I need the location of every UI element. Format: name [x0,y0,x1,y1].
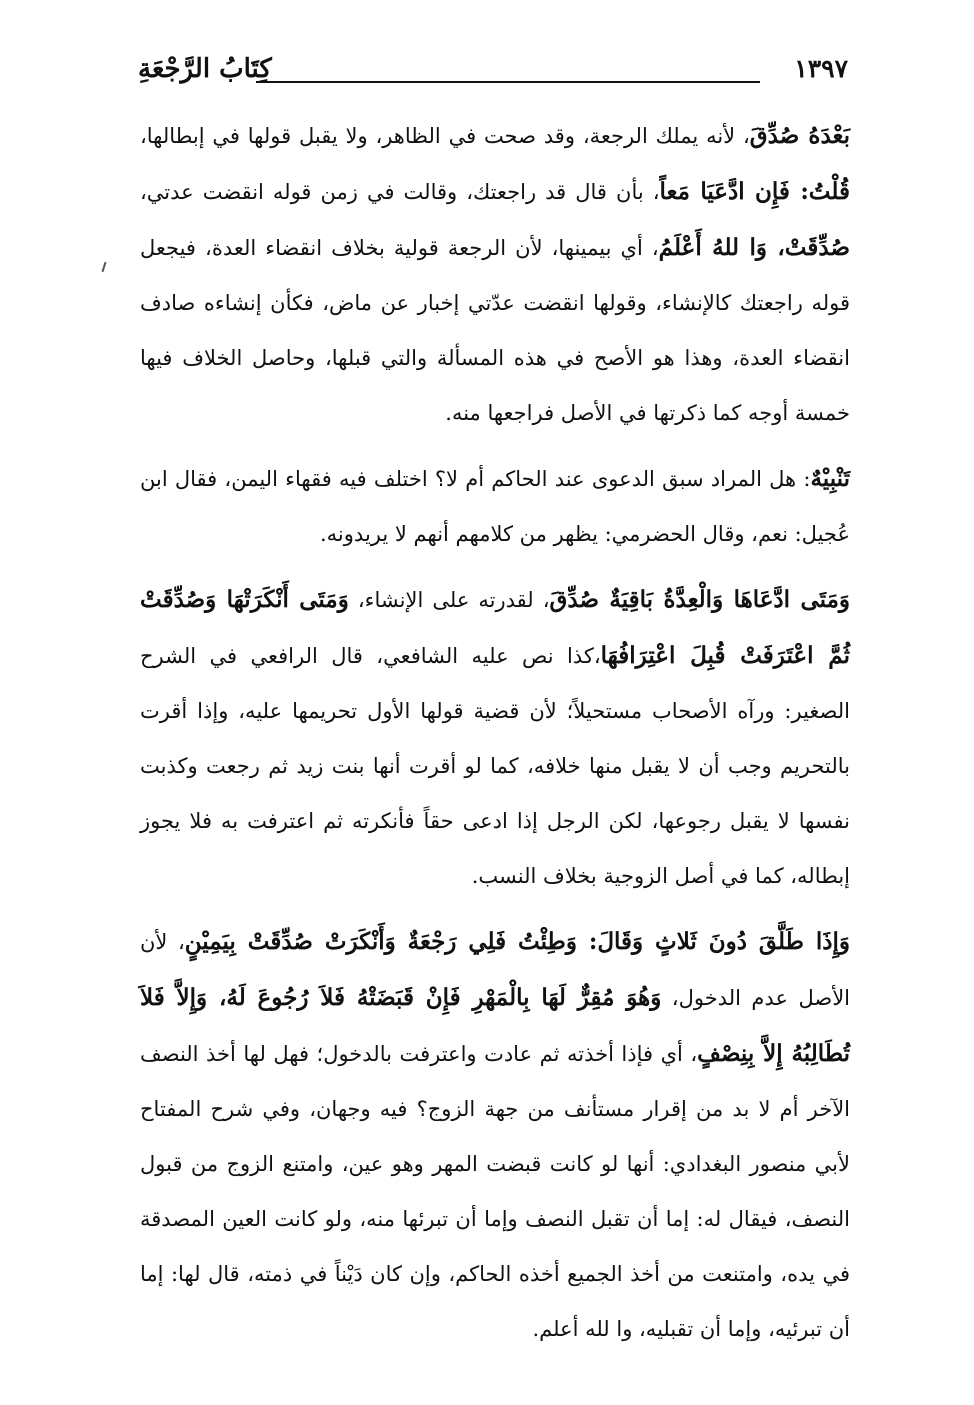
matn-text: بَعْدَهُ صُدِّقَ [749,122,851,149]
matn-text: قُلْتُ: فَإِن ادَّعَيَا مَعاً [659,178,850,205]
sharh-text: ، لقدرته على الإنشاء، [348,588,550,612]
sharh-text: ، بأن قال قد راجعتك، وقالت في زمن قوله انقضت عدتي، [140,180,660,204]
running-header [138,52,848,94]
sharh-text: ، لأن الأصل عدم الدخول، [140,930,851,1010]
page-body [140,108,850,1357]
matn-text: وَمَتَى ادَّعَاهَا وَالْعِدَّةُ بَاقِيَةٌ صُدِّقَ [549,586,850,613]
paragraph [140,572,850,904]
sharh-text: : هل المراد سبق الدعوى عند الحاكم أم لا؟ اختلف فيه فقهاء اليمن، فقال ابن عُجيل: نعم، وقال الحضرمي: يظهر من كلامهم أنهم لا يريدونه. [140,467,850,546]
paragraph [140,914,850,1357]
matn-text: وَهُوَ مُقِرٌّ لَهَا بِالْمَهْرِ فَإِنْ قَبَضَتْهُ فَلاَ رُجُوعَ لَهُ، وَإِلاَّ فَلاَ تُطَالِبُهُ إِلاَّ بِنِصْفٍ [140,984,850,1067]
book-title: كِتَابُ الرَّجْعَةِ [138,54,272,84]
paragraph [140,451,850,562]
matn-text: صُدِّقَتْ، وَا للهُ أَعْلَمُ [658,234,850,261]
sharh-text: ، أي بيمينها، لأن الرجعة قولية بخلاف انقضاء العدة، فيجعل قوله راجعتك كالإنشاء، وقولها انقضت عدّتي إخبار عن ماض، فكأن إنشاءه صادف انقضاء العدة، وهذا هو الأصح في هذه المسألة والتي قبلها، وحاصل الخلاف فيها خمسة أوجه كما ذكرتها في الأصل فراجعها منه. [140,236,850,425]
paragraph [140,108,850,441]
header-rule [256,81,760,83]
matn-text: تَنْبِيْهٌ [810,465,850,492]
scan-artifact-mark [102,262,107,272]
sharh-text: ، أي فإذا أخذته ثم عادت واعترفت بالدخول؛ فهل لها أخذ النصف الآخر أم لا بد من إقرار مستأنف من جهة الزوج؟ فيه وجهان، وفي شرح المفتاح لأبي منصور البغدادي: أنها لو كانت قبضت المهر وهو عين، وامتنع الزوج من قبول النصف، فيقال له: إما أن تقبل النصف وإما أن تبرئها منه، ولو كانت العين المصدقة في يده، وامتنعت من أخذ الجميع أخذه الحاكم، وإن كان دَيْناً في ذمته، قال لها: إما أن تبرئيه، وإما أن تقبليه، وا لله أعلم. [140,1042,850,1341]
matn-text: وَمَتَى أَنْكَرَتْهَا وَصُدِّقَتْ ثُمَّ اعْتَرَفَتْ قُبِلَ اعْتِرَافُهَا [140,586,850,669]
sharh-text: ، لأنه يملك الرجعة، وقد صحت في الظاهر، ولا يقبل قولها في إبطالها، [140,124,750,148]
matn-text: وَإِذَا طَلَّقَ دُونَ ثَلاثٍ وَقَالَ: وَطِئْتُ فَلِي رَجْعَةٌ وَأَنْكَرَتْ صُدِّقَتْ بِيَمِيْنٍ [184,928,850,955]
sharh-text: ،كذا نص عليه الشافعي، قال الرافعي في الشرح الصغير: ورآه الأصحاب مستحيلاً؛ لأن قضية قولها الأول تحريمها عليه، وإذا أقرت بالتحريم وجب أن لا يقبل منها خلافه، كما لو أقرت أنها بنت زيد ثم رجعت وكذبت نفسها لا يقبل رجوعها، لكن الرجل إذا ادعى حقاً فأنكرته ثم اعترفت به فلا يجوز إبطاله، كما في أصل الزوجية بخلاف النسب. [140,644,850,888]
page-number: ١٣٩٧ [794,54,848,83]
